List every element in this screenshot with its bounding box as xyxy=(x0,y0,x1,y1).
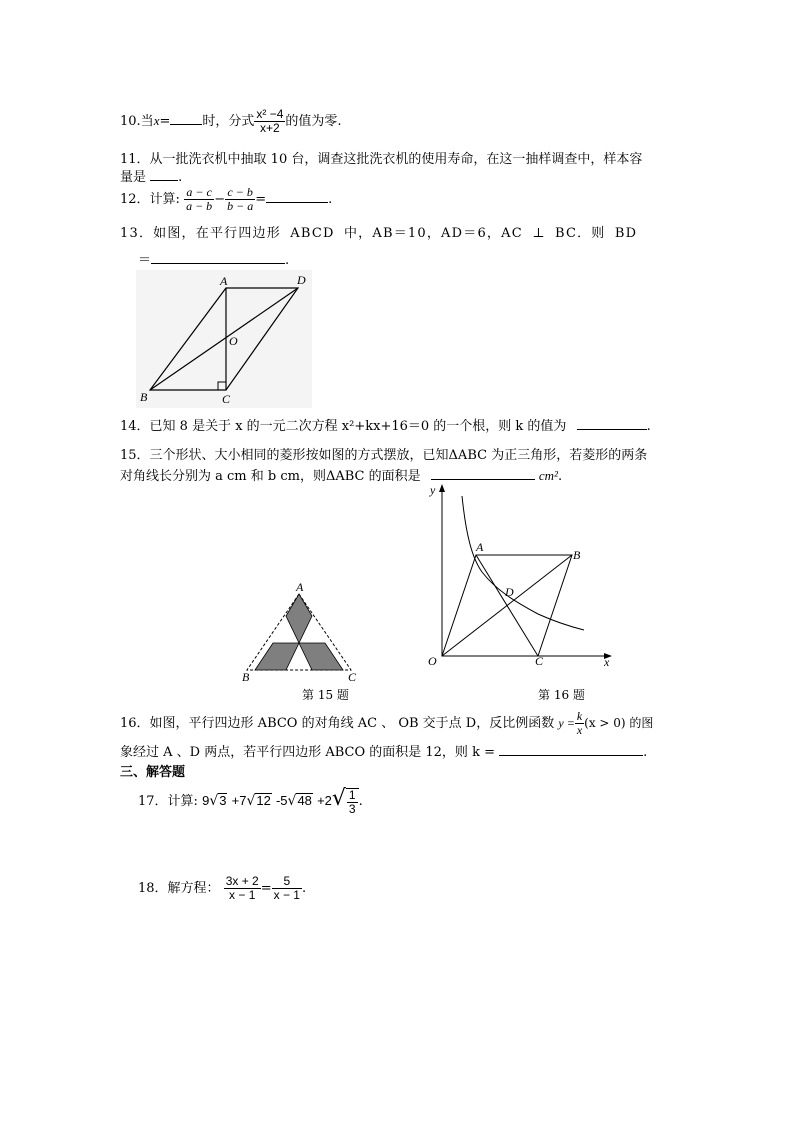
section3-title: 三、解答题 xyxy=(120,765,186,780)
q14-blank xyxy=(577,429,647,430)
q16-line1 xyxy=(120,710,653,737)
q12-fraction-2 xyxy=(225,186,255,213)
q18-rnum: 5 xyxy=(272,875,302,889)
q12-f2-num: c − b xyxy=(225,186,255,200)
q16-fraction xyxy=(575,710,584,737)
fig16-label-b: B xyxy=(573,548,581,562)
sqrt-icon: √ xyxy=(246,793,256,809)
q10-eq: = xyxy=(159,114,171,129)
q13-line2-suffix: . xyxy=(285,253,290,268)
q15-line2-prefix: 对角线长分别为 a cm 和 b cm，则ΔABC 的面积是 xyxy=(120,469,421,484)
y-axis-arrow xyxy=(439,484,445,492)
q12-f2-den: b − a xyxy=(227,199,254,213)
q10-num: x² −4 xyxy=(256,107,284,121)
q17-fnum: 1 xyxy=(348,787,356,802)
q12-f1-den: a − b xyxy=(186,199,213,213)
q16-fden: x xyxy=(576,723,583,737)
q10-fraction xyxy=(254,108,285,135)
q17-r1: 3 xyxy=(219,793,227,808)
q10-den: x+2 xyxy=(260,121,280,135)
q16-line2-prefix: 象经过 A 、D 两点，若平行四边形 ABCO 的面积是 12，则 k = xyxy=(120,745,495,760)
q10-prefix: 10.当 xyxy=(120,114,154,129)
q17-fden: 3 xyxy=(348,801,356,816)
q17-t1: 9 xyxy=(202,793,210,808)
q17-t4: +2 xyxy=(317,793,332,808)
q15-suffix: . xyxy=(557,469,563,484)
fig16-label-c: C xyxy=(535,654,544,668)
fig15-caption: 第 15 题 xyxy=(302,688,349,702)
q16-line1-prefix: 16．如图，平行四边形 ABCO 的对角线 AC 、 OB 交于点 D，反比例函数 xyxy=(120,716,555,731)
q13-line2-prefix: ＝ xyxy=(138,253,152,268)
q13-blank xyxy=(151,263,285,264)
q13-line2 xyxy=(138,249,289,268)
q16-line2 xyxy=(120,741,647,760)
figure-13 xyxy=(136,270,312,408)
fig13-label-b: B xyxy=(140,390,148,404)
q12-line: 12．计算: $\frac{a - c}{a - b}$ − $\frac{c - b}{b - a}$ = . xyxy=(120,185,333,213)
q16-func: y = xyxy=(558,716,575,730)
q18-lnum: 3x + 2 xyxy=(225,874,259,888)
rhombus-right xyxy=(299,643,343,670)
q18-prefix: 18．解方程： xyxy=(138,881,220,896)
sqrt-icon: √ xyxy=(209,793,219,809)
fig13-label-a: A xyxy=(220,274,228,288)
q12-eq: = xyxy=(255,192,267,207)
fig15-label-c: C xyxy=(348,670,357,684)
q12-prefix: 12．计算: xyxy=(120,192,180,207)
q10-var: x xyxy=(153,113,160,128)
q11-blank xyxy=(150,180,178,181)
q16-blank xyxy=(499,755,643,756)
q10-mid: 时，分式 xyxy=(202,114,255,129)
q18-eq: = xyxy=(260,881,272,896)
q14-line xyxy=(120,415,651,434)
q17-r3: 48 xyxy=(297,793,312,808)
fig13-label-o: O xyxy=(229,334,238,348)
q18-line xyxy=(138,875,306,902)
q10-line xyxy=(120,108,342,135)
rhombus-left xyxy=(255,643,299,670)
rhombus-top xyxy=(286,594,312,643)
fig13-label-c: C xyxy=(222,392,231,406)
diagonal-ob xyxy=(442,555,572,656)
q16-suffix: . xyxy=(643,745,648,760)
fig16-label-x: x xyxy=(604,655,610,669)
q17-end: . xyxy=(358,794,363,809)
q10-blank xyxy=(170,124,202,125)
q18-left-fraction xyxy=(224,875,261,902)
q17-fraction xyxy=(346,788,359,816)
q16-fnum: k xyxy=(576,709,583,723)
q15-line1: 15．三个形状、大小相同的菱形按如图的方式摆放，已知ΔABC 为正三角形，若菱形的两条 xyxy=(120,448,648,463)
q15-unit: cm² xyxy=(538,468,558,483)
fig15-label-b: B xyxy=(242,670,250,684)
q11-line2-suffix: . xyxy=(178,170,183,185)
q18-right-fraction xyxy=(272,875,302,902)
fig16-caption: 第 16 题 xyxy=(538,688,585,702)
q18-rden: x − 1 xyxy=(273,888,300,902)
q17-prefix: 17．计算: xyxy=(138,794,198,809)
q18-end: . xyxy=(301,881,307,896)
q11-line1: 11．从一批洗衣机中抽取 10 台，调查这批洗衣机的使用寿命，在这一抽样调查中，样本容 xyxy=(120,152,643,167)
fig16-label-y: y xyxy=(430,483,436,497)
fig16-label-a: A xyxy=(476,540,484,554)
sqrt-icon: √ xyxy=(287,793,297,809)
hyperbola-curve xyxy=(462,496,584,630)
fig16-label-o: O xyxy=(428,654,437,668)
q17-t3: -5 xyxy=(275,793,288,808)
q12-f1-num: a − c xyxy=(184,186,214,200)
fig16-label-d: D xyxy=(505,585,514,599)
q17-r2: 12 xyxy=(256,793,271,808)
q13-line1: 13．如图，在平行四边形 ABCD 中，AB＝10，AD＝6，AC ⊥ BC．则 BD xyxy=(120,226,638,241)
q14-text: 14．已知 8 是关于 x 的一元二次方程 x²+kx+16＝0 的一个根，则 k 的值为 xyxy=(120,419,567,434)
fig13-label-d: D xyxy=(297,273,306,287)
q12-minus: − xyxy=(214,192,226,207)
figure-16 xyxy=(418,480,628,705)
figure-15 xyxy=(238,578,368,703)
fig15-label-a: A xyxy=(296,580,304,594)
q16-cond: (x > 0) 的图 xyxy=(584,716,654,730)
q11-line2 xyxy=(120,166,182,185)
q17-line xyxy=(138,786,363,816)
q11-line2-prefix: 量是 xyxy=(120,170,147,185)
q12-blank xyxy=(266,202,328,203)
q18-lden: x − 1 xyxy=(229,888,256,902)
sqrt-icon: √ xyxy=(331,786,346,811)
q10-suffix: 的值为零. xyxy=(285,114,342,129)
q12-fraction-1 xyxy=(184,186,214,213)
q14-suffix: . xyxy=(646,419,651,434)
q17-t2: +7 xyxy=(231,793,247,808)
